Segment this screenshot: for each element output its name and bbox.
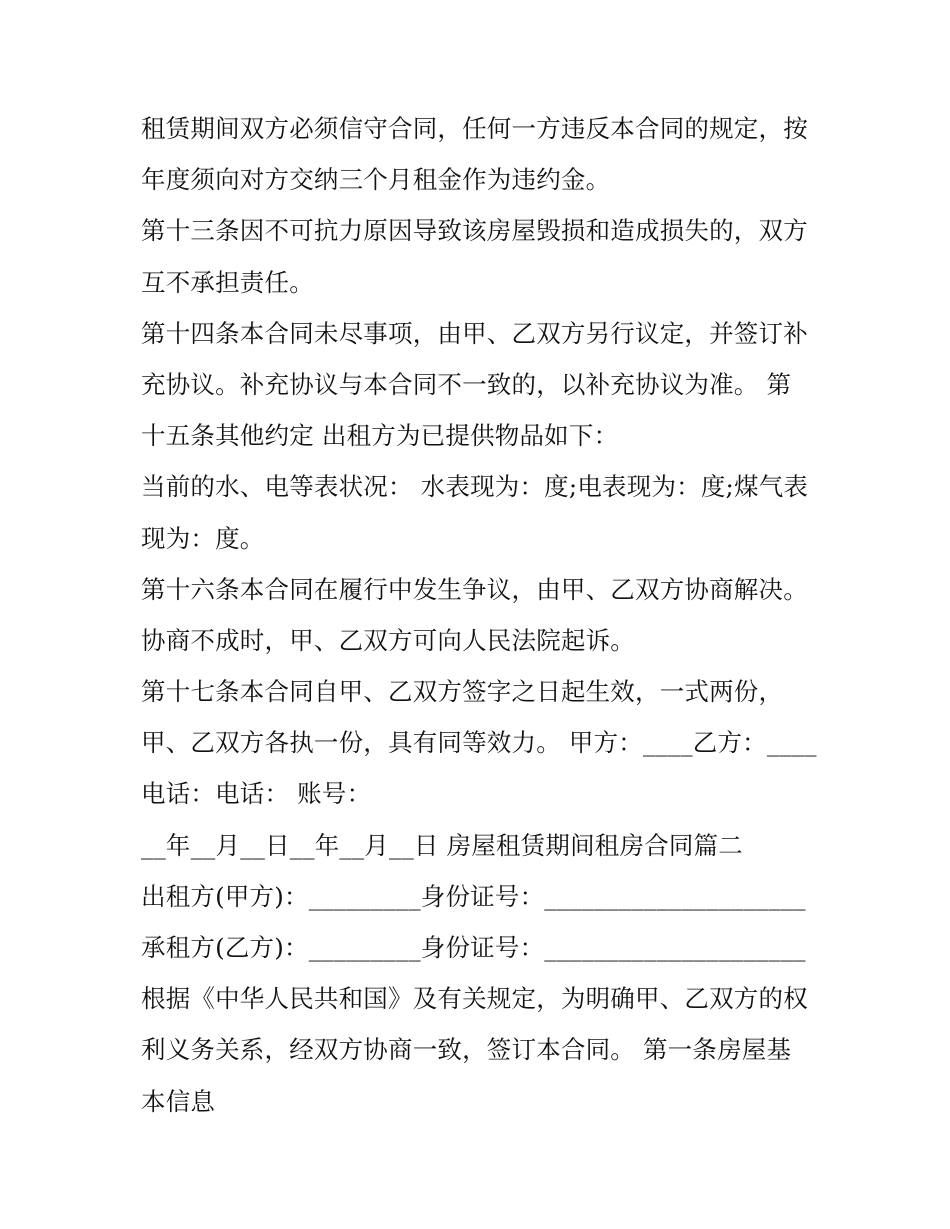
text-line: 第十三条因不可抗力原因导致该房屋毁损和造成损失的，双方 bbox=[141, 216, 808, 246]
document-body bbox=[141, 103, 831, 1127]
text-line: 电话：电话： 账号： bbox=[141, 779, 372, 809]
text-line: 现为：度。 bbox=[141, 523, 265, 553]
text-line: 租赁期间双方必须信守合同，任何一方违反本合同的规定，按 bbox=[141, 114, 808, 143]
text-line: 根据《中华人民共和国》及有关规定，为明确甲、乙双方的权 bbox=[141, 984, 808, 1014]
text-line: 充协议。补充协议与本合同不一致的，以补充协议为准。 第 bbox=[141, 369, 792, 399]
text-line: __年__月__日__年__月__日 房屋租赁期间租房合同篇二 bbox=[141, 830, 743, 860]
text-line: 出租方(甲方)：_________身份证号：_____________________ bbox=[141, 881, 806, 911]
text-line: 承租方(乙方)：_________身份证号：_____________________ bbox=[141, 933, 806, 962]
text-line: 第十七条本合同自甲、乙双方签字之日起生效，一式两份， bbox=[141, 677, 784, 707]
text-line: 本信息 bbox=[141, 1086, 216, 1116]
text-line: 当前的水、电等表状况： 水表现为：度;电表现为：度;煤气表 bbox=[141, 472, 809, 502]
text-line: 甲、乙双方各执一份，具有同等效力。 甲方：____乙方：____ bbox=[141, 728, 817, 758]
text-line: 协商不成时，甲、乙双方可向人民法院起诉。 bbox=[141, 625, 635, 655]
text-line: 利义务关系，经双方协商一致，签订本合同。 第一条房屋基 bbox=[141, 1035, 792, 1065]
text-line: 年度须向对方交纳三个月租金作为违约金。 bbox=[141, 165, 611, 195]
text-line: 第十四条本合同未尽事项，由甲、乙双方另行议定，并签订补 bbox=[141, 318, 808, 348]
text-line: 互不承担责任。 bbox=[141, 267, 314, 297]
text-line: 第十六条本合同在履行中发生争议，由甲、乙双方协商解决。 bbox=[141, 574, 808, 604]
text-line: 十五条其他约定 出租方为已提供物品如下： bbox=[141, 421, 619, 451]
